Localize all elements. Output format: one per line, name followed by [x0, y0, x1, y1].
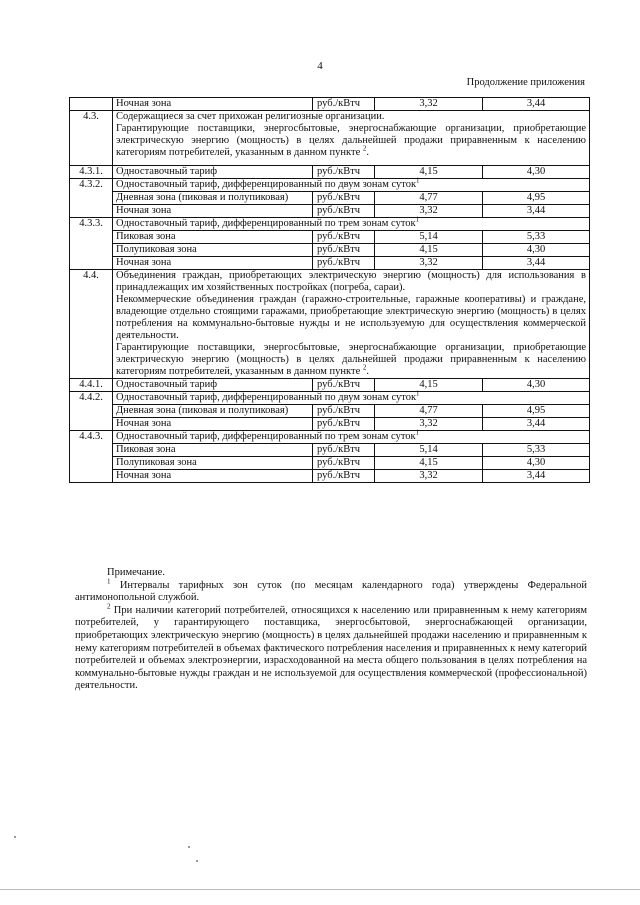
section-paragraph: Гарантирующие поставщики, энергосбытовые, энергоснабжающие организации, приобретающие электрическую энергию (мощность) в целях дальнейшей продажи приравненным к населению категориям потребителей, указанным в данном пункте $^2$.	[116, 123, 586, 158]
value-cell: 4,15	[375, 244, 483, 257]
value-cell: 3,44	[483, 98, 590, 111]
zone-label: Ночная зона	[113, 257, 313, 270]
table-row	[70, 470, 590, 483]
zone-label: Ночная зона	[113, 470, 313, 483]
footnote-1: $^1$ Интервалы тарифных зон суток (по месяцам календарного года) утверждены Федеральной антимонопольной службой.	[75, 577, 587, 604]
unit-cell: руб./кВтч	[313, 244, 375, 257]
row-number: 4.4.2.	[70, 392, 113, 431]
footnote-mark: 1	[107, 577, 111, 586]
value-cell: 4,30	[483, 166, 590, 179]
row-number: 4.3.	[70, 111, 113, 166]
footnote-ref: 2	[362, 363, 367, 372]
footnote-ref: 1	[415, 215, 420, 224]
section-paragraph: Некоммерческие объединения граждан (гаражно-строительные, гаражные кооперативы) и граждане, владеющие отдельно стоящими гаражами, приобретающие электрическую энергию (мощность) в целях потребления на коммунально-бытовые нужды и не используемую для осуществления коммерческой деятельности.	[116, 294, 586, 341]
value-cell: 3,44	[483, 257, 590, 270]
value-cell: 3,32	[375, 418, 483, 431]
value-cell: 5,14	[375, 231, 483, 244]
table-row	[70, 457, 590, 470]
value-cell: 4,77	[375, 405, 483, 418]
unit-cell: руб./кВтч	[313, 418, 375, 431]
table-row	[70, 244, 590, 257]
unit-cell: руб./кВтч	[313, 205, 375, 218]
unit-cell: руб./кВтч	[313, 231, 375, 244]
unit-cell: руб./кВтч	[313, 379, 375, 392]
tariff-label: Одноставочный тариф, дифференцированный по двум зонам суток$^1$	[113, 392, 590, 405]
unit-cell: руб./кВтч	[313, 457, 375, 470]
value-cell: 4,95	[483, 405, 590, 418]
row-number: 4.3.3.	[70, 218, 113, 270]
section-row-4-4	[70, 270, 590, 379]
scan-speck	[196, 860, 198, 862]
row-number: 4.4.	[70, 270, 113, 379]
zone-label: Дневная зона (пиковая и полупиковая)	[113, 405, 313, 418]
table-row	[70, 166, 590, 179]
row-number: 4.3.2.	[70, 179, 113, 218]
row-number: 4.4.1.	[70, 379, 113, 392]
zone-label: Ночная зона	[113, 418, 313, 431]
tariff-label: Одноставочный тариф	[113, 166, 313, 179]
unit-cell: руб./кВтч	[313, 192, 375, 205]
value-cell: 4,30	[483, 379, 590, 392]
section-row-4-3	[70, 111, 590, 166]
value-cell: 3,32	[375, 98, 483, 111]
section-text	[113, 270, 590, 379]
table-row	[70, 405, 590, 418]
value-cell: 3,44	[483, 418, 590, 431]
footnote-mark: 2	[107, 602, 111, 611]
value-cell: 4,77	[375, 192, 483, 205]
unit-cell: руб./кВтч	[313, 98, 375, 111]
footnote-ref: 1	[415, 428, 420, 437]
section-paragraph: Гарантирующие поставщики, энергосбытовые, энергоснабжающие организации, приобретающие электрическую энергию (мощность) в целях дальнейшей продажи приравненным к населению категориям потребителей, указанным в данном пункте $^2$.	[116, 342, 586, 377]
zone-label: Дневная зона (пиковая и полупиковая)	[113, 192, 313, 205]
tariff-table	[69, 97, 590, 483]
tariff-label: Одноставочный тариф, дифференцированный по трем зонам суток$^1$	[113, 218, 590, 231]
tariff-label: Одноставочный тариф, дифференцированный по двум зонам суток$^1$	[113, 179, 590, 192]
scan-speck	[14, 836, 16, 838]
value-cell: 3,32	[375, 470, 483, 483]
tariff-label: Одноставочный тариф, дифференцированный по трем зонам суток$^1$	[113, 431, 590, 444]
footnote-2: $^2$ При наличии категорий потребителей, относящихся к населению или приравненным к нему категориям потребителей, у гарантирующего поставщика, энергосбытовой, энергоснабжающей организации, приобретающих электрическую энергию (мощность) в целях дальнейшей продажи населению и приравненным к нему категориям потребителей в объемах фактического потребления населения и приравненных к нему категорий потребителей и объемах электроэнергии, израсходованной на места общего пользования в целях потребления на коммунально-бытовые нужды граждан и не используемой для осуществления коммерческой (профессиональной) деятельности.	[75, 602, 588, 692]
scan-speck	[188, 846, 190, 848]
zone-label: Пиковая зона	[113, 231, 313, 244]
table-row	[70, 192, 590, 205]
section-paragraph: Объединения граждан, приобретающих электрическую энергию (мощность) для использования в принадлежащих им хозяйственных постройках (погреба, сараи).	[116, 270, 586, 293]
value-cell: 5,14	[375, 444, 483, 457]
notes-heading: Примечание.	[107, 567, 165, 578]
table-row	[70, 257, 590, 270]
table-row	[70, 431, 590, 444]
footnote-ref: 1	[416, 176, 420, 185]
value-cell: 4,30	[483, 457, 590, 470]
tariff-label: Одноставочный тариф	[113, 379, 313, 392]
continuation-label: Продолжение приложения	[466, 77, 585, 88]
row-number: 4.3.1.	[70, 166, 113, 179]
value-cell: 5,33	[483, 231, 590, 244]
notes-block	[75, 567, 587, 693]
value-cell: 3,44	[483, 470, 590, 483]
unit-cell: руб./кВтч	[313, 444, 375, 457]
value-cell: 3,32	[375, 205, 483, 218]
zone-label: Пиковая зона	[113, 444, 313, 457]
value-cell: 3,44	[483, 205, 590, 218]
table-row	[70, 231, 590, 244]
zone-label: Полупиковая зона	[113, 244, 313, 257]
table-row	[70, 98, 590, 111]
table-row	[70, 392, 590, 405]
table-row	[70, 218, 590, 231]
scan-edge-line	[0, 889, 640, 890]
table-row	[70, 179, 590, 192]
unit-cell: руб./кВтч	[313, 166, 375, 179]
unit-cell: руб./кВтч	[313, 405, 375, 418]
value-cell: 4,95	[483, 192, 590, 205]
footnote-ref: 2	[362, 144, 367, 153]
page-number: 4	[317, 60, 323, 72]
table-row	[70, 379, 590, 392]
value-cell: 4,15	[375, 166, 483, 179]
table-row	[70, 205, 590, 218]
unit-cell: руб./кВтч	[313, 257, 375, 270]
table-row	[70, 444, 590, 457]
value-cell: 5,33	[483, 444, 590, 457]
section-title: Содержащиеся за счет прихожан религиозные организации.	[116, 111, 385, 122]
value-cell: 4,15	[375, 457, 483, 470]
value-cell: 3,32	[375, 257, 483, 270]
zone-label: Ночная зона	[113, 205, 313, 218]
value-cell: 4,15	[375, 379, 483, 392]
table-row	[70, 418, 590, 431]
footnote-ref: 1	[416, 389, 420, 398]
zone-label: Полупиковая зона	[113, 457, 313, 470]
unit-cell: руб./кВтч	[313, 470, 375, 483]
section-text	[113, 111, 590, 166]
row-number: 4.4.3.	[70, 431, 113, 483]
value-cell: 4,30	[483, 244, 590, 257]
zone-label: Ночная зона	[113, 98, 313, 111]
